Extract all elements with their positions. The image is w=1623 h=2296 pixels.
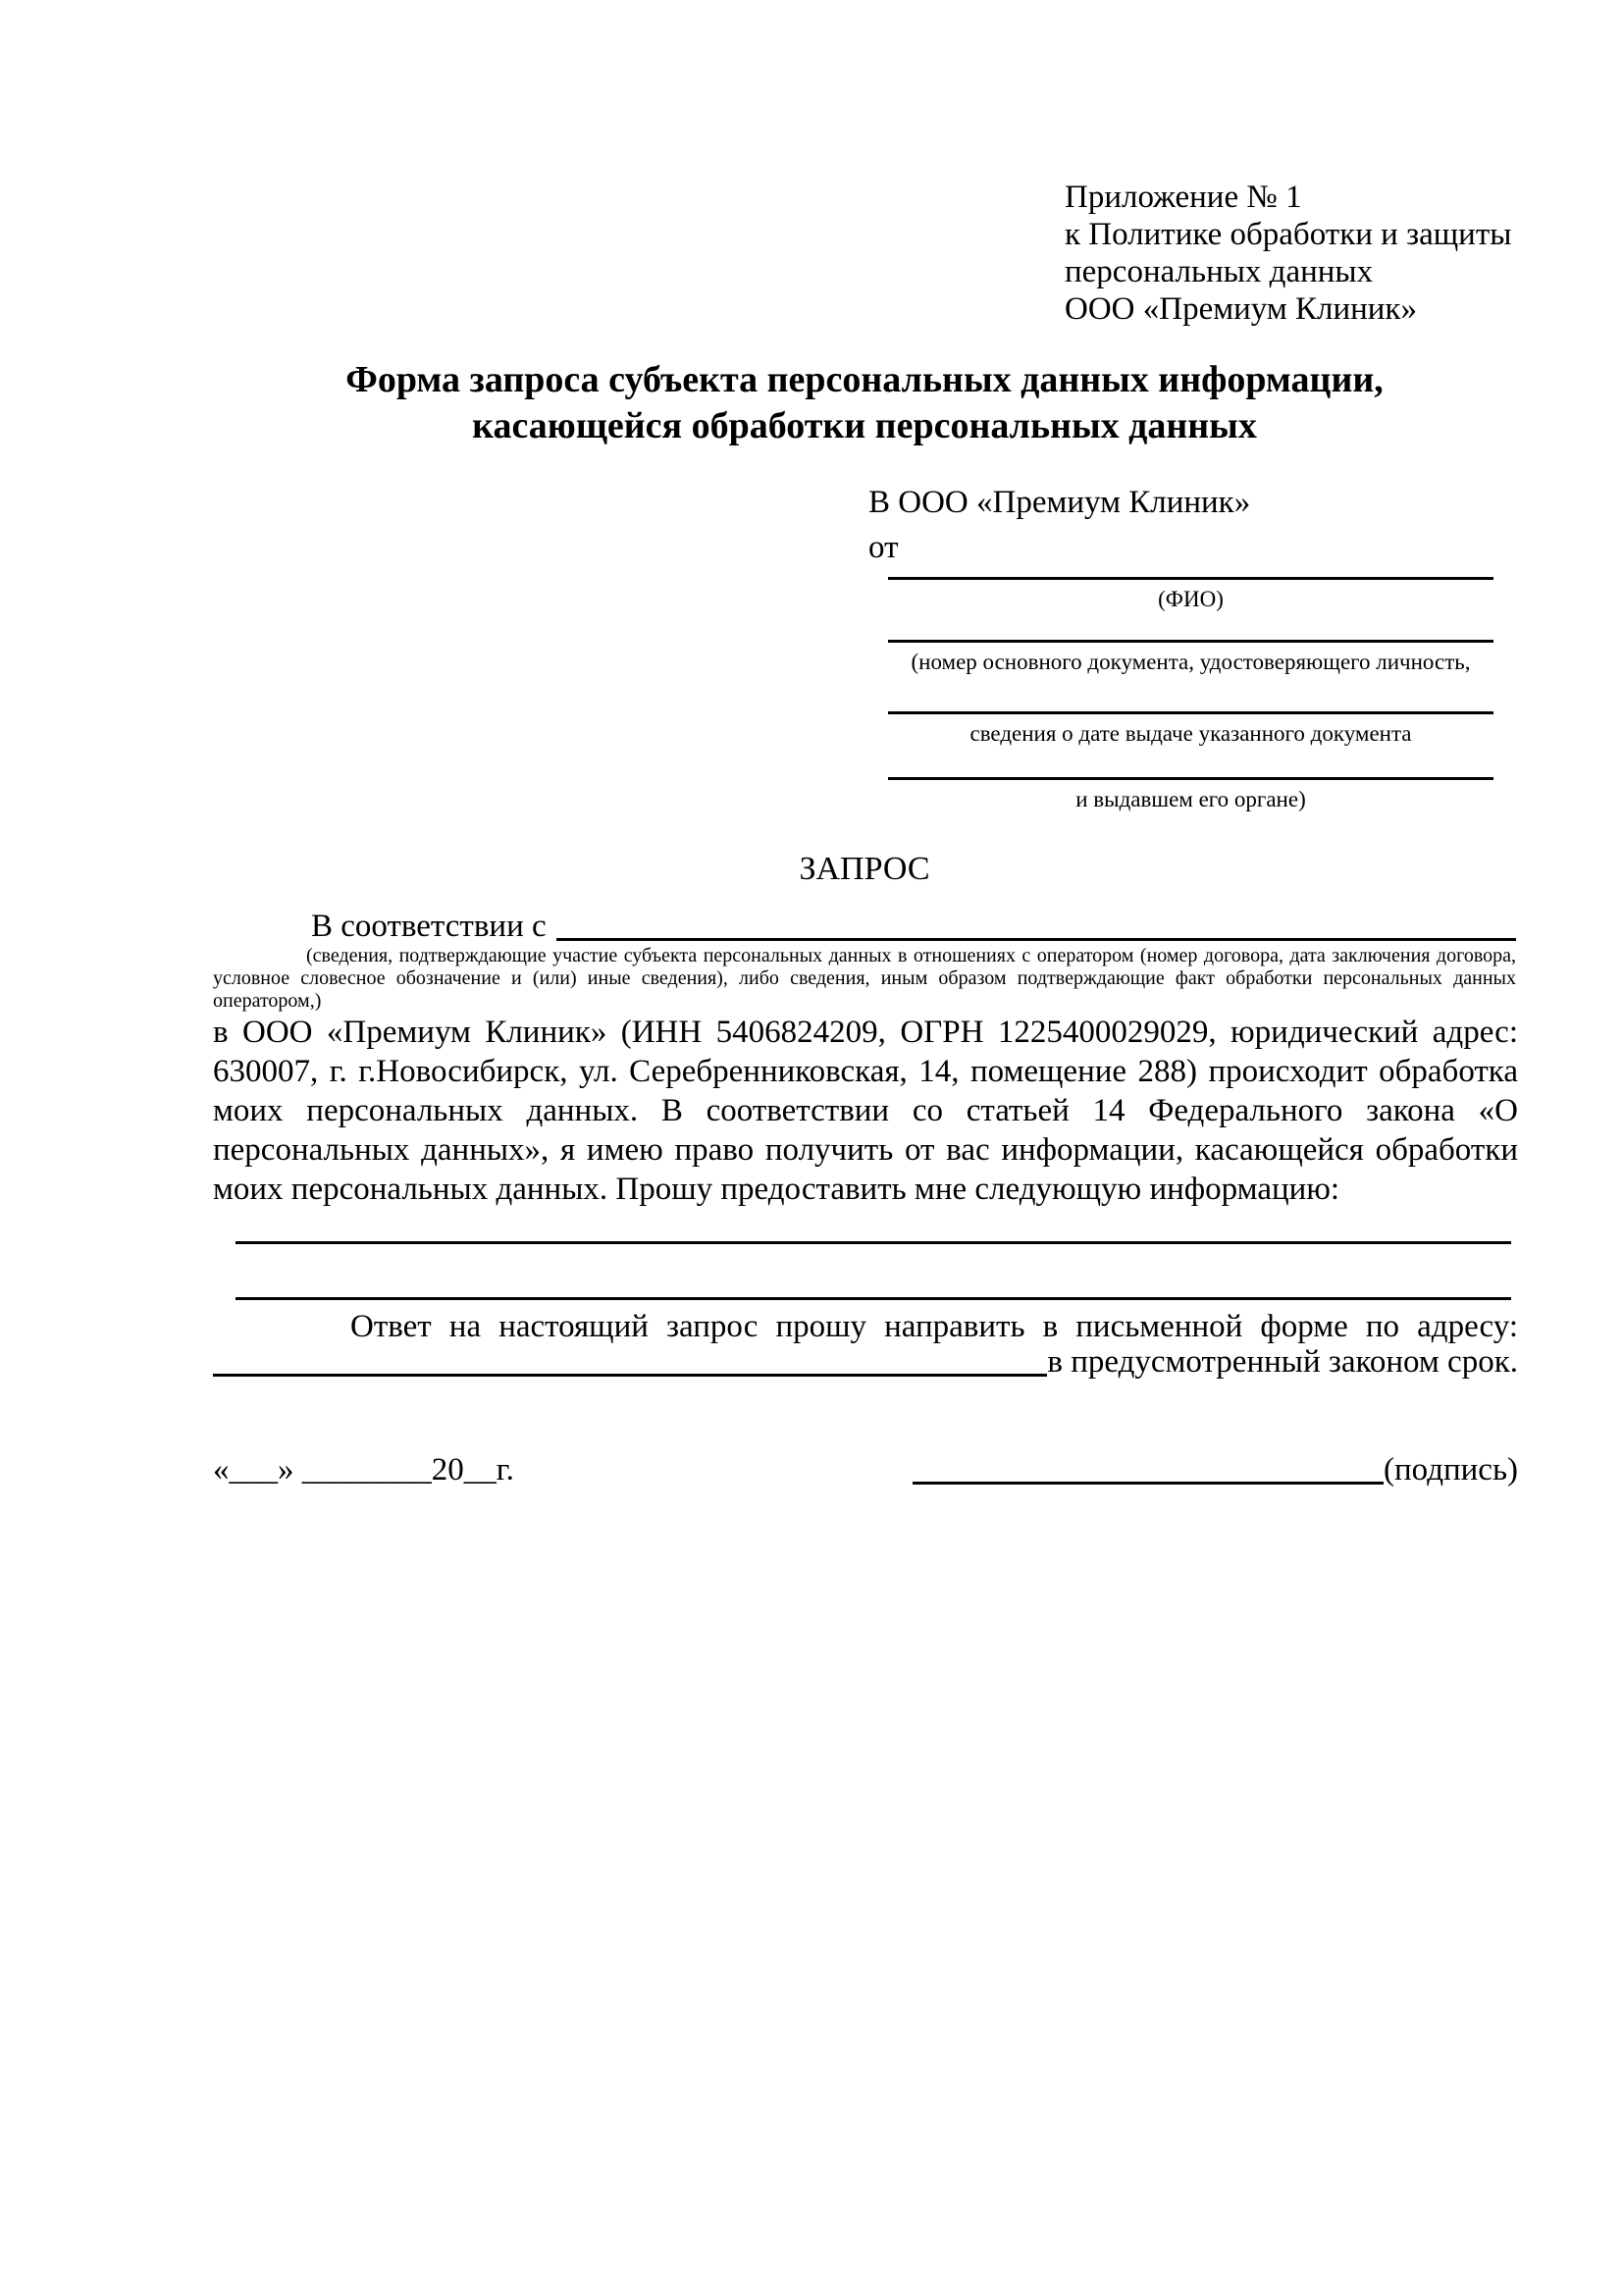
signature-blank-field — [913, 1481, 1384, 1485]
appendix-header — [1065, 179, 1511, 328]
agreement-basis-blank-field — [556, 937, 1516, 941]
document-number-field-caption: (номер основного документа, удостоверяющего личность, — [911, 650, 1471, 674]
document-title-line1: Форма запроса субъекта персональных данных информации, — [345, 359, 1384, 400]
date-blank-line: «___» ________20__г. — [213, 1452, 514, 1487]
information-blank-line-2 — [236, 1297, 1511, 1300]
request-body-paragraph: в ООО «Премиум Клиник» (ИНН 5406824209, ОГРН 1225400029029, юридический адрес: 630007, г. г.Новосибирск, ул. Серебренниковская, 14, помещение 288) происходит обработка моих персональных данных. В соответствии со статьей 14 Федерального закона «О персональных данных», я имею право получить от вас информации, касающейся обработки моих персональных данных. Прошу предоставить мне следующую информацию: — [213, 1015, 1518, 1207]
addressee-from: от — [868, 530, 899, 565]
footnote: (сведения, подтверждающие участие субъекта персональных данных в отношениях с оператором (номер договора, дата заключения договора, условное словесное обозначение и (или) иные сведения), либо сведения, иным образом подтверждающие факт обработки персональных данных оператором,) — [213, 945, 1516, 1012]
appendix-header-line: к Политике обработки и защиты — [1065, 217, 1512, 252]
date-signature-row — [213, 1450, 1518, 1489]
issue-date-field-caption: сведения о дате выдаче указанного документа — [969, 721, 1412, 746]
reply-address-sentence: Ответ на настоящий запрос прошу направить в письменной форме по адресу: — [350, 1309, 1518, 1344]
issue-date-blank-field — [888, 711, 1493, 714]
reply-deadline-text: в предусмотренный законом срок. — [1047, 1344, 1518, 1380]
fio-field-caption: (ФИО) — [1158, 587, 1224, 611]
document-title — [213, 357, 1516, 449]
appendix-header-line: персональных данных — [1065, 254, 1374, 289]
issuing-authority-blank-field — [888, 777, 1493, 780]
request-heading: ЗАПРОС — [799, 851, 930, 887]
signature-caption: (подпись) — [1384, 1452, 1518, 1487]
reply-address-row — [213, 1342, 1518, 1382]
reply-address-blank-field — [213, 1373, 1047, 1377]
document-title-line2: касающейся обработки персональных данных — [472, 405, 1257, 446]
issuing-authority-field-caption: и выдавшем его органе) — [1075, 787, 1306, 811]
addressee-to: В ООО «Премиум Клиник» — [868, 485, 1251, 520]
information-blank-line-1 — [236, 1241, 1511, 1244]
agreement-basis-prefix: В соответствии с — [311, 909, 547, 944]
appendix-header-line: Приложение № 1 — [1065, 180, 1302, 215]
agreement-basis-row — [213, 905, 1516, 946]
document-number-blank-field — [888, 640, 1493, 643]
fio-blank-field — [888, 577, 1493, 580]
appendix-header-line: ООО «Премиум Клиник» — [1065, 291, 1417, 327]
